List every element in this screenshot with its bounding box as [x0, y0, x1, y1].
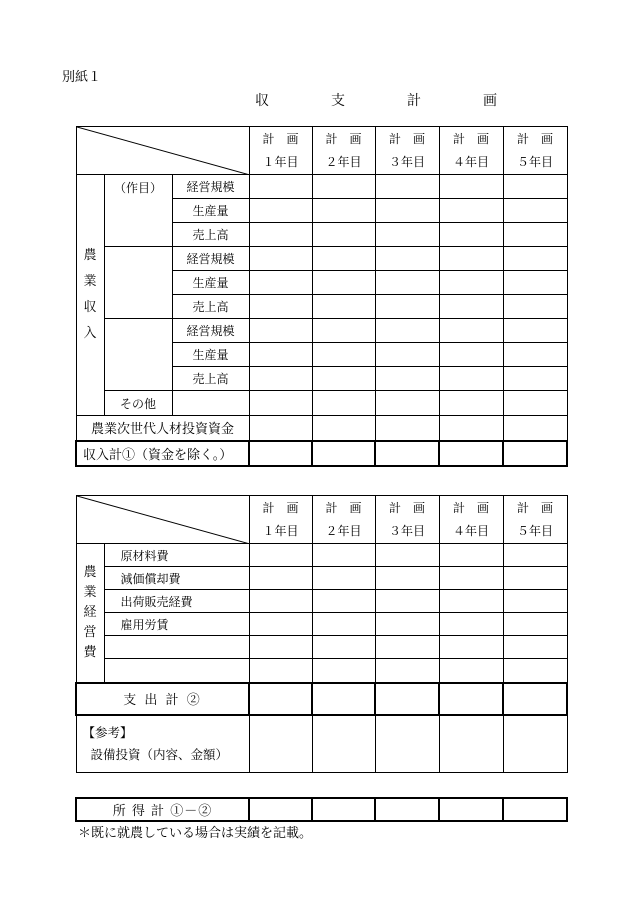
section-char: 農 — [83, 564, 97, 580]
reference-text: 設備投資（内容、金額） — [90, 746, 229, 762]
value-cell[interactable] — [439, 416, 503, 441]
year-label: ２年目 — [325, 523, 362, 538]
plan-label: 計 画 — [388, 500, 425, 515]
value-cell[interactable] — [375, 271, 439, 295]
value-cell[interactable] — [375, 798, 439, 821]
value-cell[interactable] — [375, 416, 439, 441]
value-cell[interactable] — [503, 319, 567, 343]
value-cell[interactable] — [249, 295, 312, 319]
value-cell[interactable] — [249, 271, 312, 295]
value-cell[interactable] — [375, 199, 439, 223]
crop-label: （作目） — [113, 181, 162, 195]
year-header — [249, 496, 312, 544]
plan-label: 計 画 — [453, 131, 490, 146]
value-cell[interactable] — [503, 416, 567, 441]
section-char: 経 — [83, 604, 97, 620]
year-label: ２年目 — [325, 154, 362, 169]
plan-label: 計 画 — [517, 131, 554, 146]
value-cell[interactable] — [249, 343, 312, 367]
diagonal-line — [77, 496, 250, 544]
plan-label: 計 画 — [452, 500, 489, 515]
crop-name-cell[interactable] — [104, 247, 172, 319]
year-label: ３年目 — [388, 523, 425, 538]
value-cell[interactable] — [503, 613, 567, 636]
value-cell[interactable] — [312, 416, 375, 441]
item-label: 売上高 — [172, 367, 249, 391]
value-cell[interactable] — [375, 590, 439, 613]
value-cell[interactable] — [439, 798, 503, 821]
value-cell[interactable] — [249, 416, 312, 441]
year-header — [503, 127, 567, 175]
item-label: 経営規模 — [172, 247, 249, 271]
value-cell[interactable] — [375, 683, 439, 715]
value-cell[interactable] — [312, 319, 375, 343]
value-cell[interactable] — [312, 683, 375, 715]
year-header — [312, 496, 375, 544]
value-cell[interactable] — [249, 715, 312, 773]
value-cell[interactable] — [249, 367, 312, 391]
value-cell[interactable] — [375, 343, 439, 367]
value-cell[interactable] — [503, 659, 567, 683]
year-header — [439, 127, 503, 175]
section-char: 入 — [83, 326, 97, 341]
item-label: 売上高 — [172, 223, 249, 247]
expense-item-label: 減価償却費 — [104, 567, 249, 590]
value-cell[interactable] — [439, 636, 503, 659]
value-cell[interactable] — [375, 175, 439, 199]
value-cell[interactable] — [439, 247, 503, 271]
net-income-label: 所 得 計 ①－② — [76, 798, 249, 821]
value-cell[interactable] — [439, 544, 503, 567]
value-cell[interactable] — [312, 223, 375, 247]
document-label: 別紙１ — [62, 70, 102, 85]
item-label: 売上高 — [172, 295, 249, 319]
year-header — [375, 127, 439, 175]
value-cell[interactable] — [312, 590, 375, 613]
footnote: ＊既に就農している場合は実績を記載。 — [78, 826, 313, 841]
income-section-label — [76, 175, 104, 416]
section-char: 収 — [83, 300, 97, 315]
year-header — [503, 496, 567, 544]
item-label: 経営規模 — [172, 175, 249, 199]
value-cell[interactable] — [503, 391, 567, 416]
value-cell[interactable] — [249, 199, 312, 223]
section-char: 業 — [83, 274, 97, 289]
value-cell[interactable] — [312, 715, 375, 773]
item-label: 生産量 — [172, 343, 249, 367]
value-cell[interactable] — [312, 613, 375, 636]
value-cell[interactable] — [503, 199, 567, 223]
value-cell[interactable] — [249, 590, 312, 613]
value-cell[interactable] — [312, 343, 375, 367]
expense-item-label: 出荷販売経費 — [104, 590, 249, 613]
value-cell[interactable] — [439, 590, 503, 613]
expense-total-label: 支 出 計 ② — [76, 683, 249, 715]
expense-item-label[interactable] — [104, 659, 249, 683]
value-cell[interactable] — [375, 295, 439, 319]
year-label: １年目 — [262, 154, 299, 169]
page-title: 収 支 計 画 — [255, 93, 521, 109]
value-cell[interactable] — [439, 683, 503, 715]
value-cell[interactable] — [249, 391, 312, 416]
diagonal-line — [77, 127, 250, 175]
value-cell[interactable] — [249, 441, 312, 466]
value-cell[interactable] — [439, 199, 503, 223]
header-diagonal-cell — [76, 127, 249, 175]
header-diagonal-cell — [76, 496, 249, 544]
value-cell[interactable] — [312, 636, 375, 659]
year-label: ３年目 — [389, 154, 426, 169]
income-total-table — [75, 797, 568, 822]
value-cell[interactable] — [312, 659, 375, 683]
reference-title: 【参考】 — [82, 724, 133, 740]
value-cell[interactable] — [249, 683, 312, 715]
year-header — [312, 127, 375, 175]
value-cell[interactable] — [375, 659, 439, 683]
value-cell[interactable] — [439, 715, 503, 773]
value-cell[interactable] — [249, 567, 312, 590]
value-cell[interactable] — [439, 175, 503, 199]
expense-item-label[interactable] — [104, 636, 249, 659]
income-total-label: 収入計①（資金を除く。） — [76, 441, 249, 466]
year-label: ５年目 — [517, 154, 554, 169]
value-cell[interactable] — [172, 391, 249, 416]
value-cell[interactable] — [439, 567, 503, 590]
value-cell[interactable] — [249, 175, 312, 199]
value-cell[interactable] — [375, 223, 439, 247]
value-cell[interactable] — [375, 367, 439, 391]
value-cell[interactable] — [249, 659, 312, 683]
other-label: その他 — [104, 391, 172, 416]
year-header — [249, 127, 312, 175]
value-cell[interactable] — [439, 343, 503, 367]
value-cell[interactable] — [312, 247, 375, 271]
value-cell[interactable] — [503, 295, 567, 319]
plan-label: 計 画 — [325, 500, 362, 515]
value-cell[interactable] — [249, 319, 312, 343]
value-cell[interactable] — [249, 613, 312, 636]
value-cell[interactable] — [503, 271, 567, 295]
value-cell[interactable] — [503, 175, 567, 199]
value-cell[interactable] — [375, 613, 439, 636]
value-cell[interactable] — [503, 715, 567, 773]
value-cell[interactable] — [312, 295, 375, 319]
value-cell[interactable] — [439, 367, 503, 391]
section-char: 業 — [83, 584, 97, 600]
income-table — [75, 126, 568, 467]
year-label: ５年目 — [516, 523, 553, 538]
item-label: 生産量 — [172, 271, 249, 295]
value-cell[interactable] — [249, 544, 312, 567]
value-cell[interactable] — [503, 441, 567, 466]
value-cell[interactable] — [439, 659, 503, 683]
value-cell[interactable] — [503, 544, 567, 567]
year-label: ４年目 — [452, 523, 489, 538]
value-cell[interactable] — [439, 613, 503, 636]
item-label: 経営規模 — [172, 319, 249, 343]
value-cell[interactable] — [249, 247, 312, 271]
value-cell[interactable] — [503, 636, 567, 659]
plan-label: 計 画 — [389, 131, 426, 146]
year-label: ４年目 — [453, 154, 490, 169]
value-cell[interactable] — [503, 247, 567, 271]
value-cell[interactable] — [439, 319, 503, 343]
value-cell[interactable] — [312, 175, 375, 199]
value-cell[interactable] — [249, 798, 312, 821]
value-cell[interactable] — [375, 544, 439, 567]
value-cell[interactable] — [312, 271, 375, 295]
year-header — [439, 496, 503, 544]
section-char: 農 — [83, 248, 97, 263]
value-cell[interactable] — [249, 636, 312, 659]
value-cell[interactable] — [439, 391, 503, 416]
value-cell[interactable] — [375, 441, 439, 466]
year-header — [375, 496, 439, 544]
value-cell[interactable] — [375, 391, 439, 416]
subsidy-label: 農業次世代人材投資資金 — [76, 416, 249, 441]
value-cell[interactable] — [312, 544, 375, 567]
crop-name-cell[interactable] — [104, 175, 172, 247]
value-cell[interactable] — [312, 567, 375, 590]
plan-label: 計 画 — [262, 131, 299, 146]
value-cell[interactable] — [312, 367, 375, 391]
value-cell[interactable] — [503, 367, 567, 391]
expense-item-label: 原材料費 — [104, 544, 249, 567]
item-label: 生産量 — [172, 199, 249, 223]
value-cell[interactable] — [439, 271, 503, 295]
value-cell[interactable] — [312, 391, 375, 416]
value-cell[interactable] — [312, 441, 375, 466]
reference-cell — [76, 715, 249, 773]
value-cell[interactable] — [249, 223, 312, 247]
expense-section-label — [76, 544, 104, 683]
plan-label: 計 画 — [516, 500, 553, 515]
plan-label: 計 画 — [262, 500, 299, 515]
value-cell[interactable] — [503, 590, 567, 613]
value-cell[interactable] — [375, 567, 439, 590]
value-cell[interactable] — [439, 223, 503, 247]
section-char: 営 — [83, 624, 97, 640]
value-cell[interactable] — [312, 199, 375, 223]
expense-item-label: 雇用労賃 — [104, 613, 249, 636]
value-cell[interactable] — [375, 715, 439, 773]
value-cell[interactable] — [439, 441, 503, 466]
value-cell[interactable] — [375, 636, 439, 659]
value-cell[interactable] — [503, 683, 567, 715]
value-cell[interactable] — [503, 798, 567, 821]
expense-table — [75, 495, 568, 773]
value-cell[interactable] — [375, 319, 439, 343]
value-cell[interactable] — [439, 295, 503, 319]
crop-name-cell[interactable] — [104, 319, 172, 391]
value-cell[interactable] — [312, 798, 375, 821]
value-cell[interactable] — [375, 247, 439, 271]
value-cell[interactable] — [503, 567, 567, 590]
value-cell[interactable] — [503, 343, 567, 367]
value-cell[interactable] — [503, 223, 567, 247]
section-char: 費 — [83, 644, 97, 660]
year-label: １年目 — [262, 523, 299, 538]
plan-label: 計 画 — [325, 131, 362, 146]
